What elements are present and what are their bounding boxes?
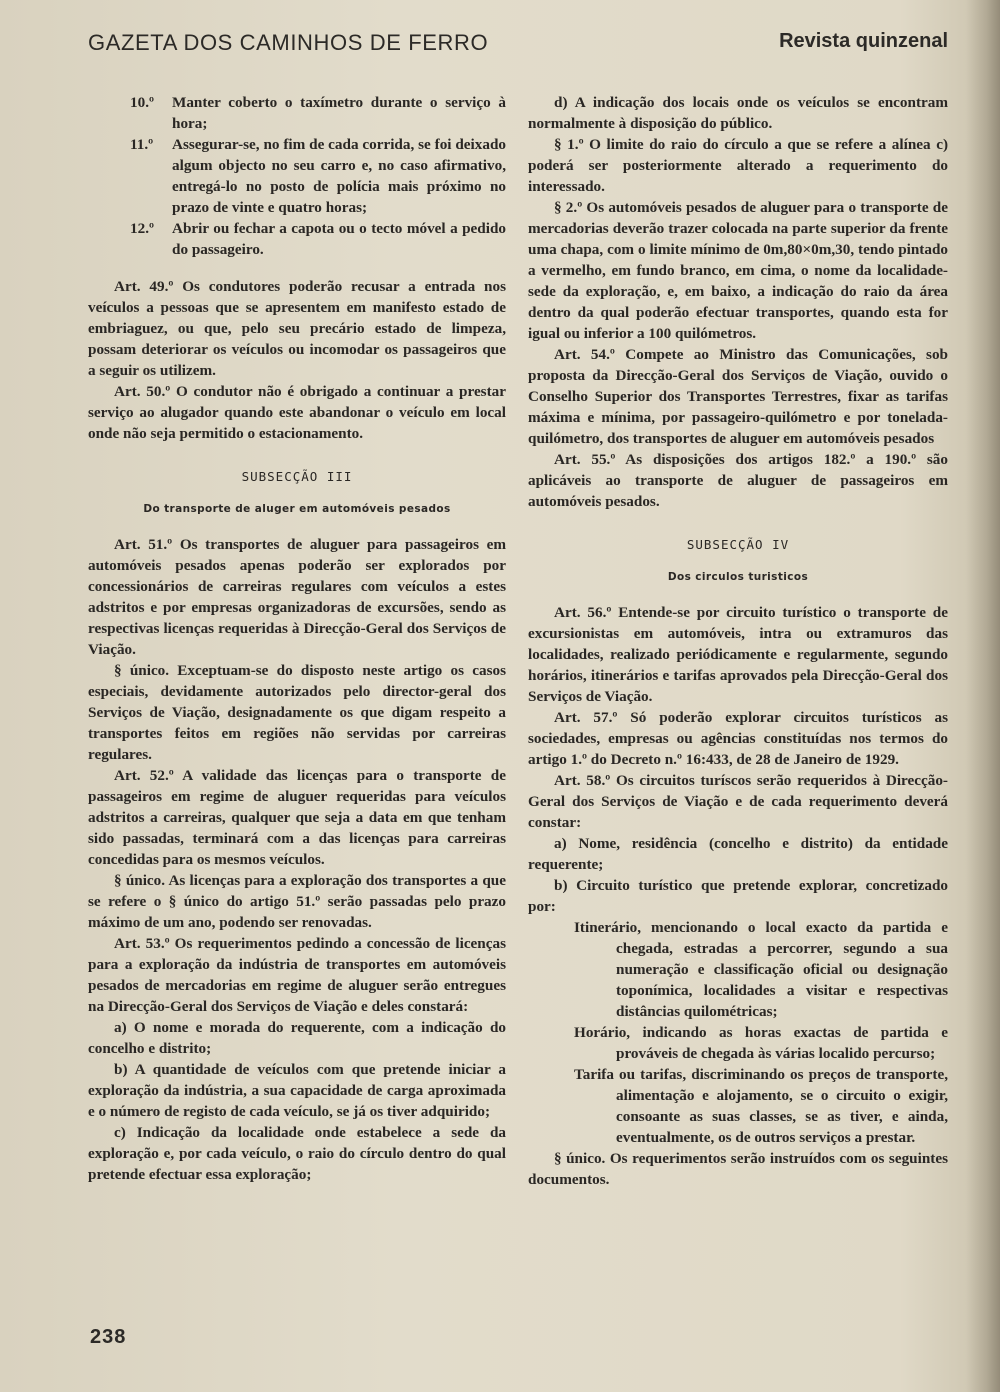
article-53-clause-b: b) A quantidade de veículos com que pretende iniciar a exploração da indústria, a sua capacidade de carga aproximada e o número de registo de cada veículo, se já os tiver adquirido; [88, 1061, 506, 1120]
list-item [88, 92, 506, 134]
subsection-heading: SUBSECÇÃO IV [686, 537, 790, 552]
item-text: Abrir ou fechar a capota ou o tecto móvel a pedido do passageiro. [172, 220, 506, 258]
article-58-single-paragraph: § único. Os requerimentos serão instruídos com os seguintes documentos. [528, 1150, 948, 1188]
article-51-single-paragraph: § único. Exceptuam-se do disposto neste artigo os casos especiais, devidamente autorizados pelo director-geral dos Serviços de Viação, designadamente os que digam respeito a transportes feitos em regiões não servidas por carreiras regulares. [88, 662, 506, 763]
item-text: Manter coberto o taxímetro durante o serviço à hora; [172, 94, 506, 132]
article-52-single-paragraph: § único. As licenças para a exploração dos transportes a que se refere o § único do artigo 51.º serão passadas pelo prazo máximo de um ano, podendo ser renovadas. [88, 872, 506, 931]
article-58: Art. 58.º Os circuitos turíscos serão requeridos à Direcção-Geral dos Serviços de Viação e de cada requerimento deverá constar: [528, 772, 948, 831]
schedule-item: Horário, indicando as horas exactas de partida e prováveis de chegada às várias localido percurso; [574, 1024, 948, 1062]
article-55: Art. 55.º As disposições dos artigos 182.º a 190.º são aplicáveis ao transporte de aluguer de passageiros em automóveis pesados. [528, 451, 948, 510]
article-53-clause-a: a) O nome e morada do requerente, com a indicação do concelho e distrito; [88, 1019, 506, 1057]
article-58-clause-a: a) Nome, residência (concelho e distrito) da entidade requerente; [528, 835, 948, 873]
itinerary-item: Itinerário, mencionando o local exacto da partida e chegada, estradas a percorrer, segundo a sua numeração e classificação oficial ou designação toponímica, localidades a visitar e respectivas distâncias quilométricas; [574, 919, 948, 1020]
item-text: Assegurar-se, no fim de cada corrida, se foi deixado algum objecto no seu carro e, no caso afirmativo, entregá-lo no posto de polícia mais próximo no prazo de vinte e quatro horas; [172, 136, 506, 216]
article-54: Art. 54.º Compete ao Ministro das Comunicações, sob proposta da Direcção-Geral dos Serviços de Viação, ouvido o Conselho Superior dos Transportes Terrestres, fixar as tarifas máxima e mínima, por passageiro-quilómetro e por tonelada-quilómetro, dos transportes de aluguer em automóveis pesados [528, 346, 948, 447]
article-53-clause-d: d) A indicação dos locais onde os veículos se encontram normalmente à disposição do público. [528, 94, 948, 132]
publication-title: GAZETA DOS CAMINHOS DE FERRO [88, 30, 489, 55]
subsection-title: Do transporte de aluger em automóveis pesados [143, 503, 451, 515]
item-number: 10.º [130, 94, 154, 111]
publication-frequency: Revista quinzenal [779, 30, 948, 52]
subsection-heading: SUBSECÇÃO III [241, 469, 353, 484]
page-edge-shadow [966, 0, 1000, 1392]
article-53: Art. 53.º Os requerimentos pedindo a concessão de licenças para a exploração da indústria de transportes em automóveis pesados de mercadorias em regime de aluguer serão entregues na Direcção-Geral dos Serviços de Viação e deles constará: [88, 935, 506, 1015]
article-53-clause-c: c) Indicação da localidade onde estabelece a sede da exploração e, por cada veículo, o raio do círculo dentro do qual pretende efectuar essa exploração; [88, 1124, 506, 1183]
running-header [88, 30, 948, 60]
item-number: 12.º [130, 220, 154, 237]
article-53-paragraph-2: § 2.º Os automóveis pesados de aluguer para o transporte de mercadorias deverão trazer colocada na parte superior da frente uma chapa, com o limite mínimo de 0m,80×0m,30, tendo pintado a vermelho, em fundo branco, em cima, o nome da localidade-sede da exploração, e, em baixo, a indicação do raio da área dentro da qual poderão efectuar transportes, quando esta for igual ou inferior a 100 quilómetros. [528, 199, 948, 342]
article-57: Art. 57.º Só poderão explorar circuitos turísticos as sociedades, empresas ou agências constituídas nos termos do artigo 1.º do Decreto n.º 16:433, de 28 de Janeiro de 1929. [528, 709, 948, 768]
left-column [88, 92, 506, 1185]
list-item [88, 134, 506, 218]
page-number: 238 [90, 1326, 127, 1348]
list-item [88, 218, 506, 260]
article-51: Art. 51.º Os transportes de aluguer para passageiros em automóveis pesados apenas poderão ser explorados por concessionários de carreiras regulares com veículos a estes adstritos e por empresas organizadoras de excursões, sendo as respectivas licenças requeridas à Direcção-Geral dos Serviços de Viação. [88, 536, 506, 658]
subsection-title: Dos circulos turisticos [667, 571, 809, 583]
article-52: Art. 52.º A validade das licenças para o transporte de passageiros em regime de aluguer requeridas para veículos adstritos a carreiras, qualquer que seja a data em que tenham sido passadas, terminará com a das licenças para carreiras concedidas para os mesmos veículos. [88, 767, 506, 868]
item-number: 11.º [130, 136, 154, 153]
fare-item: Tarifa ou tarifas, discriminando os preços de transporte, alimentação e alojamento, se o circuito o exigir, consoante as suas classes, se as tiver, e ainda, eventualmente, os de outros serviços a prestar. [574, 1066, 948, 1146]
right-column [528, 92, 948, 1190]
article-49: Art. 49.º Os condutores poderão recusar a entrada nos veículos a pessoas que se apresentem em manifesto estado de embriaguez, ou que, pelo seu precário estado de limpeza, possam deteriorar os veículos ou incomodar os passageiros que a seguir os utilizem. [88, 278, 506, 379]
article-50: Art. 50.º O condutor não é obrigado a continuar a prestar serviço ao alugador quando este abandonar o veículo em local onde não seja permitido o estacionamento. [88, 383, 506, 442]
article-53-paragraph-1: § 1.º O limite do raio do círculo a que se refere a alínea c) poderá ser posteriormente alterado a requerimento do interessado. [528, 136, 948, 195]
article-56: Art. 56.º Entende-se por circuito turístico o transporte de excursionistas em automóveis, intra ou extramuros das localidades, realizado periódicamente e regularmente, segundo horários, itinerários e tarifas aprovados pela Direcção-Geral dos Serviços de Viação. [528, 604, 948, 705]
article-58-clause-b: b) Circuito turístico que pretende explorar, concretizado por: [528, 877, 948, 915]
